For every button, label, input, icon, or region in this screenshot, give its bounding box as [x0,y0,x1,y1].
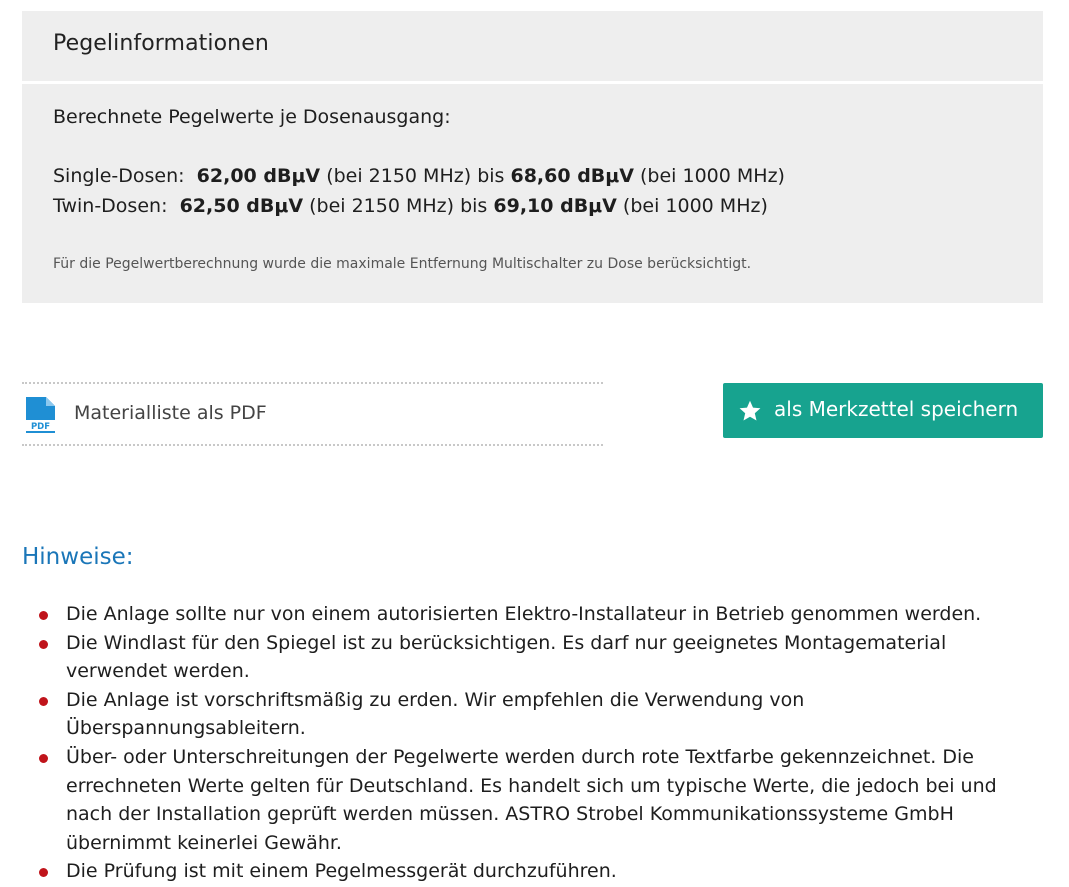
hinweis-text: Die Prüfung ist mit einem Pegelmessgerät durchzuführen. [66,860,617,883]
twin-dosen-label: Twin-Dosen: [53,195,168,217]
pegel-panel-title: Pegelinformationen [53,31,269,56]
save-merkzettel-button[interactable] [723,383,1043,438]
hinweis-item [0,743,1069,857]
twin-min-value: 62,50 dBμV [179,195,304,217]
bullet-icon [39,868,48,877]
pdf-badge-text: PDF [30,422,51,432]
single-min-freq: (bei 2150 MHz) [326,165,472,187]
hinweis-text: Die Windlast für den Spiegel ist zu berücksichtigen. Es darf nur geeignetes Montagematerial verwendet werden. [66,631,947,683]
hinweis-text: Die Anlage ist vorschriftsmäßig zu erden. Wir empfehlen die Verwendung von Überspannungsableitern. [66,688,805,740]
single-max-value: 68,60 dBμV [510,165,634,187]
bullet-icon [39,611,48,620]
save-merkzettel-label: als Merkzettel speichern [774,397,1019,421]
single-max-freq: (bei 1000 MHz) [640,165,785,187]
bullet-icon [39,640,48,649]
pegel-note: Für die Pegelwertberechnung wurde die maximale Entfernung Multischalter zu Dose berücksichtigt. [53,256,752,272]
pdf-file-icon [25,396,56,434]
pegel-panel-body [22,84,1043,303]
hinweis-item [0,600,1069,629]
bullet-icon [39,697,48,706]
hinweis-item [0,629,1069,686]
twin-max-freq: (bei 1000 MHz) [622,195,768,217]
single-min-value: 62,00 dBμV [196,165,321,187]
pegel-panel-header [22,11,1043,81]
twin-connector: bis [460,195,488,217]
pegel-intro: Berechnete Pegelwerte je Dosenausgang: [53,106,451,128]
star-icon [738,399,762,423]
hinweis-item [0,857,1069,886]
hinweis-item [0,686,1069,743]
single-dosen-label: Single-Dosen: [53,165,185,187]
hinweise-title: Hinweise: [22,544,134,570]
materialliste-pdf-label: Materialliste als PDF [74,402,267,424]
twin-max-value: 69,10 dBμV [493,195,617,217]
materialliste-pdf-link[interactable] [22,382,603,446]
bullet-icon [39,754,48,763]
single-connector: bis [477,165,505,187]
hinweis-text: Die Anlage sollte nur von einem autorisierten Elektro-Installateur in Betrieb genommen werden. [66,603,982,625]
hinweise-list [0,600,1069,886]
single-dosen-line [53,165,785,187]
twin-min-freq: (bei 2150 MHz) [309,195,455,217]
hinweis-text: Über- oder Unterschreitungen der Pegelwerte werden durch rote Textfarbe gekennzeichnet. Die errechneten Werte gelten für Deutschland. Es handelt sich um typische Werte, die jedoch bei und nach der Installation geprüft werden müssen. ASTRO Strobel Kommunikationssysteme GmbH übernimmt keinerlei Gewähr. [66,745,997,854]
twin-dosen-line [53,195,768,217]
